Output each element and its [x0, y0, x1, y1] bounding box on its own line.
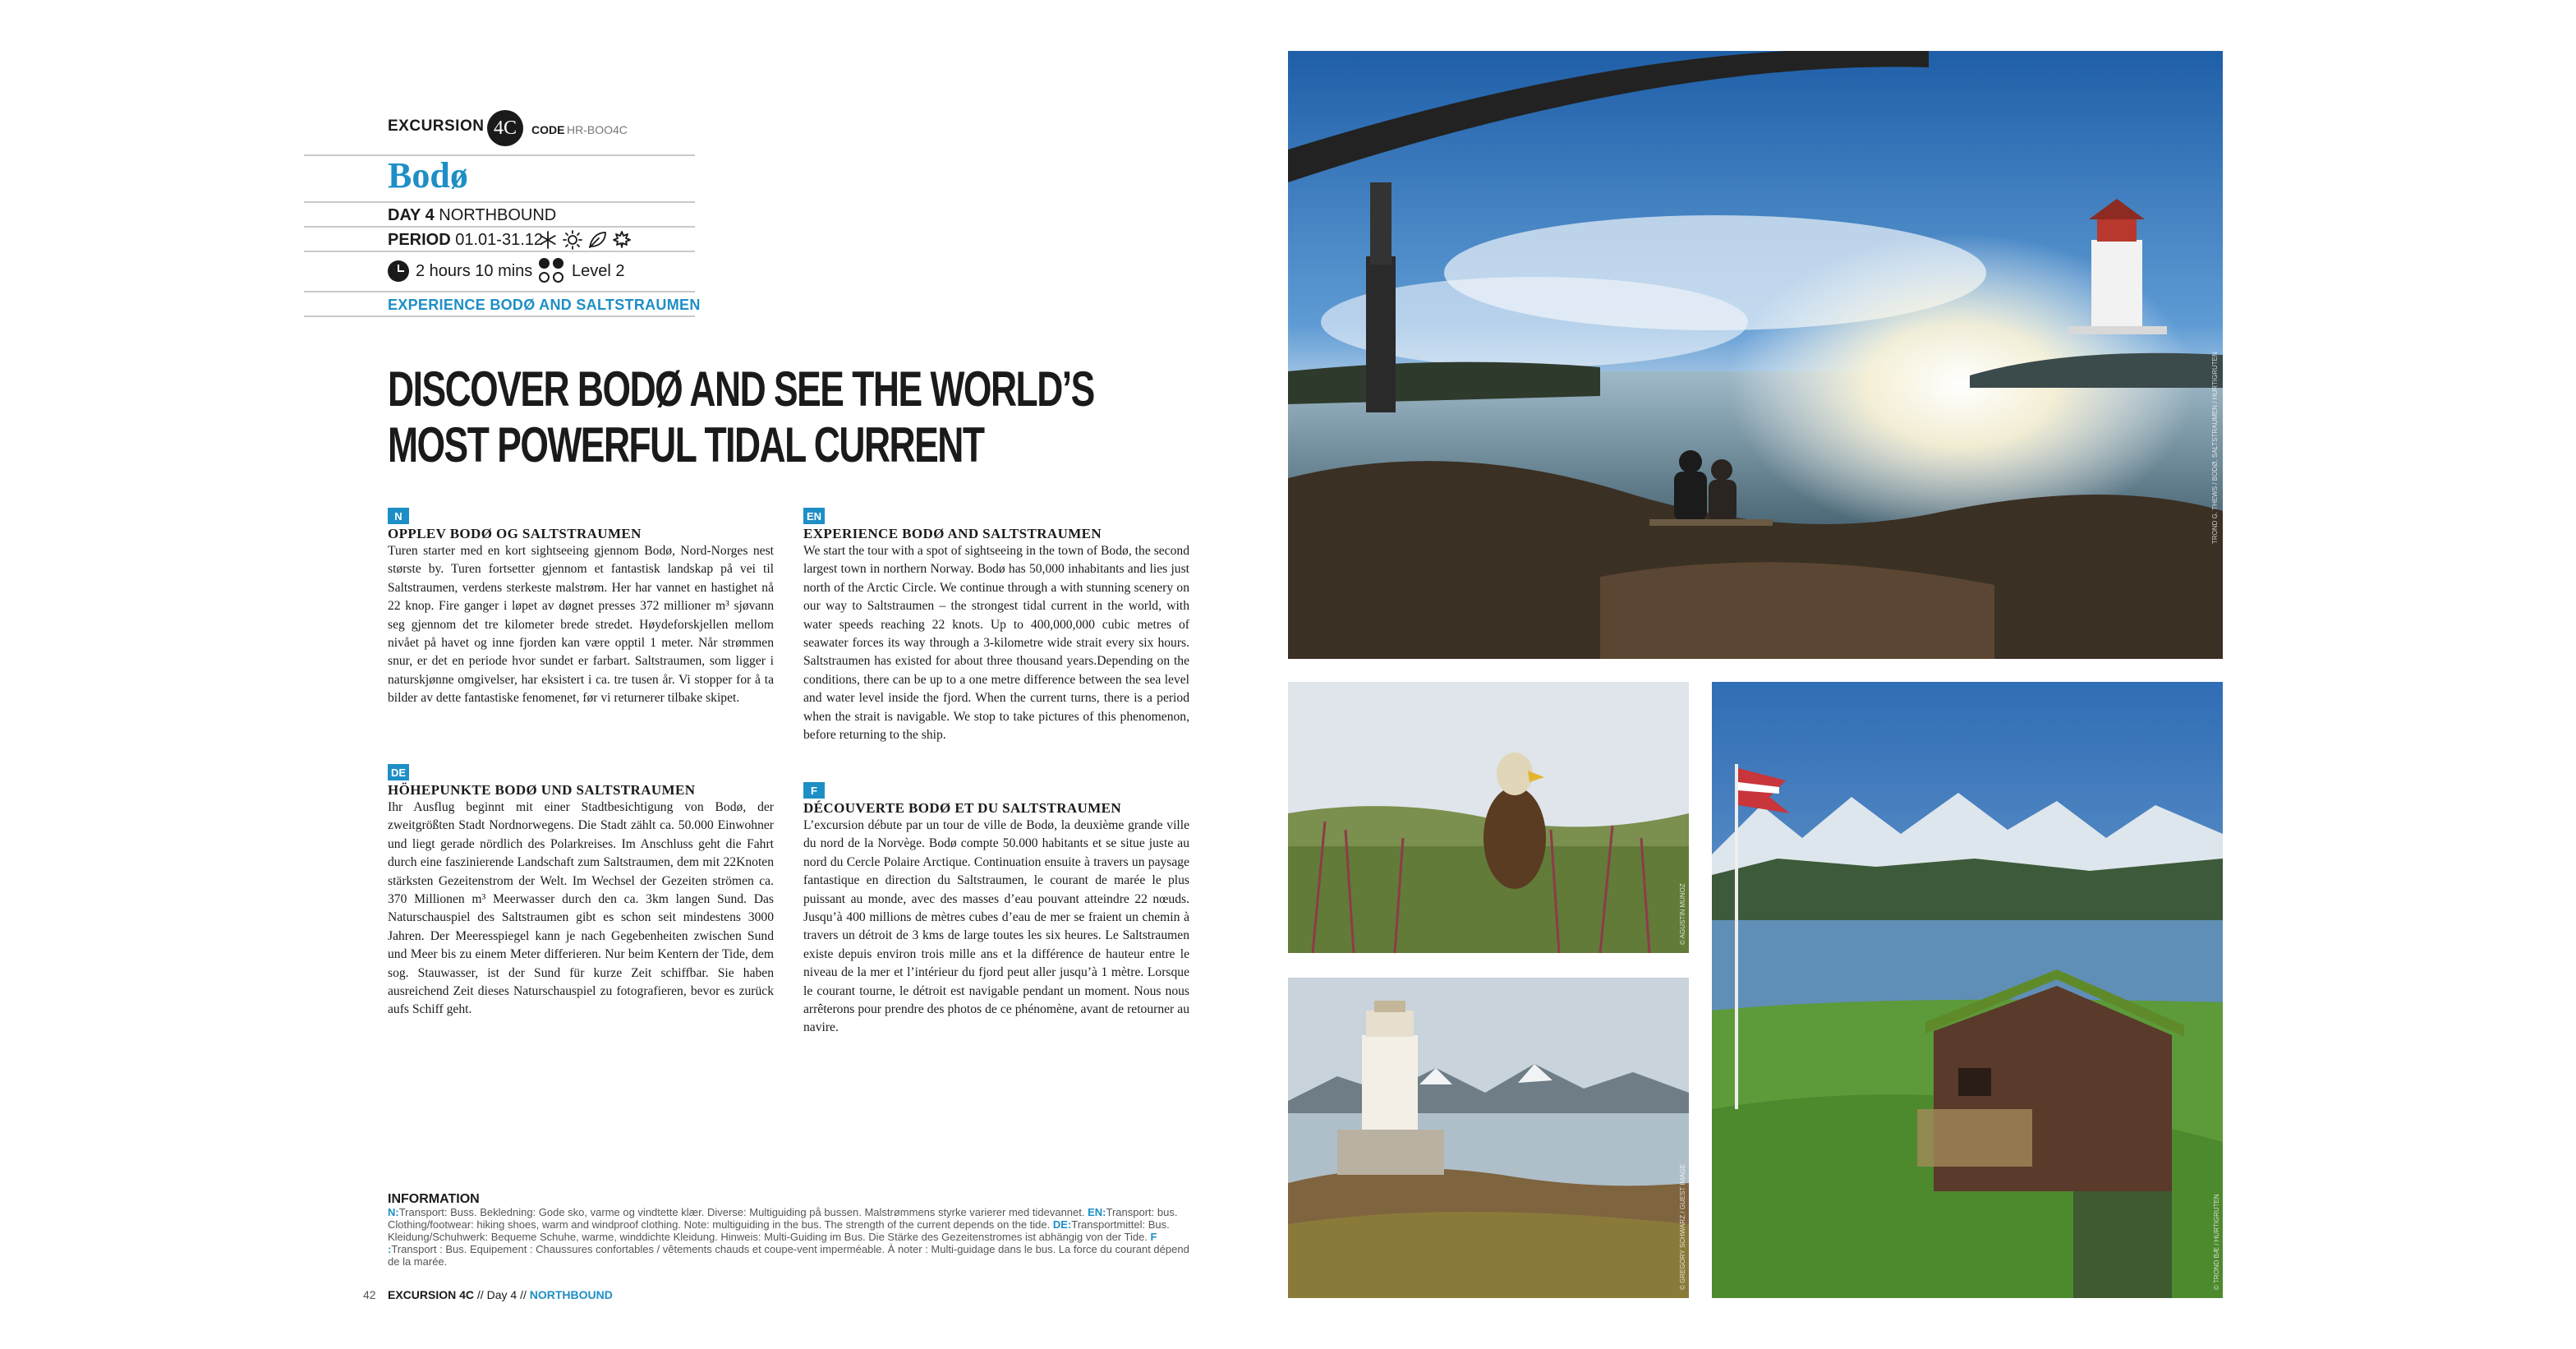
footer-excursion: EXCURSION 4C — [388, 1288, 475, 1301]
photo-saltstraumen-bridge — [1288, 51, 2223, 659]
excursion-badge: 4C — [487, 110, 523, 146]
period-row — [388, 231, 543, 250]
level: Level 2 — [572, 262, 625, 280]
header-divider — [304, 291, 695, 292]
headline — [388, 361, 1094, 473]
information-title: INFORMATION — [388, 1192, 480, 1206]
info-n-text: Transport: Buss. Bekledning: Gode sko, varme og vindtette klær. Diverse: Multiguiding på bussen. Malstrømmens styrke varierer med tidevannet. — [398, 1206, 1085, 1218]
leaf-icon — [587, 230, 607, 250]
lang-badge-en: EN — [803, 508, 825, 524]
city-title: Bodø — [388, 155, 468, 196]
section-title-no: OPPLEV BODØ OG SALTSTRAUMEN — [388, 526, 642, 541]
information-text — [388, 1206, 1193, 1268]
experience-title: EXPERIENCE BODØ AND SALTSTRAUMEN — [388, 297, 701, 313]
info-en-text: Transport: bus. Clothing/footwear: hiking shoes, warm and windproof clothing. Note: multiguiding in the bus. The strength of the current depends on the tide. — [388, 1206, 1178, 1231]
photo-credit-lighthouse: © GREGORY SCHWARZ / GUEST IMAGE — [1679, 1163, 1686, 1290]
page-number: 42 — [363, 1288, 376, 1301]
footer-day: Day 4 — [486, 1288, 518, 1301]
header-divider — [304, 154, 695, 156]
day-value: NORTHBOUND — [439, 206, 557, 224]
footer-sep: // — [476, 1288, 484, 1301]
photo-sea-eagle — [1288, 682, 1689, 953]
info-f-text: Transport : Bus. Equipement : Chaussures confortables / vêtements chauds et coupe-vent imperméable. À noter : Multi-guidage dans le bus. La force du courant dépend de la marée. — [388, 1243, 1189, 1268]
footer-sep: // — [520, 1288, 527, 1301]
code-value: HR-BOO4C — [567, 123, 628, 136]
headline-line-2: MOST POWERFUL TIDAL CURRENT — [388, 417, 984, 472]
day-label: DAY 4 — [388, 206, 435, 224]
header-divider — [304, 201, 695, 203]
code-label: CODE — [531, 123, 565, 136]
info-de-text: Transportmittel: Bus. Kleidung/Schuhwerk: Bequeme Schuhe, warme, winddichte Kleidung. Hinweis: Multi-Guiding im Bus. Die Stärke des Gezeitenstromes ist abhängig von der Tide. — [388, 1218, 1170, 1243]
section-title-de: HÖHEPUNKTE BODØ UND SALTSTRAUMEN — [388, 782, 696, 798]
section-text-en: We start the tour with a spot of sightseeing in the town of Bodø, the second largest town in northern Norway. Bodø has 50,000 inhabitants and lies just north of the Arctic Circle. We continue through a with stunning scenery on our way to Saltstraumen – the strongest tidal current in the world, with water speeds reaching 22 knots. Up to 400,000,000 cubic metres of seawater forces its way through a 3-kilometre wide strait every six hours. Saltstraumen has existed for about three thousand years.Depending on the conditions, there can be up to a one metre difference between the sea level and water level inside the fjord. When the current turns, there is a period when the strait is navigable. We stop to take pictures of this phenomenon, before returning to the ship. — [803, 544, 1189, 743]
photo-turf-roof-cabin — [1712, 682, 2223, 1298]
headline-line-1: DISCOVER BODØ AND SEE THE WORLD’S — [388, 361, 1094, 417]
footer — [388, 1288, 613, 1301]
photo-credit-eagle: © AGUSTIN MUNOZ — [1679, 883, 1686, 945]
section-text-fr: L’excursion débute par un tour de ville de Bodø, la deuxième grande ville du nord de la Norvège. Bodø compte 50.000 habitants et se situe juste au nord du Cercle Polaire Arctique. Continuation ensuite à travers un paysage fantastique en direction du Saltstraumen, le courant de marée le plus puissant au monde, avec des masses d’eau pouvant atteindre 22 nœuds. Jusqu’à 400 millions de mètres cubes d’eau de mer se fraient un chemin à travers un détroit de 3 kms de large toutes les six heures. Le Saltstraumen existe depuis environ trois mille ans et la différence de hauteur entre le niveau de la mer et l’intérieur du fjord peut aller jusqu’à 1 mètre. Lorsque le courant tourne, le détroit est navigable pendant un moment. Nous nous arrêterons pour prendre des photos de ce phénomène, avant de retourner au navire. — [803, 818, 1189, 1035]
header-divider — [304, 251, 695, 252]
info-f-label: F : — [388, 1231, 1157, 1255]
period-label: PERIOD — [388, 231, 451, 249]
snowflake-icon — [538, 230, 558, 250]
section-text-de: Ihr Ausflug beginnt mit einer Stadtbesichtigung von Bodø, der zweitgrößten Stadt Nordnorwegens. Die Stadt zählt ca. 50.000 Einwohner und liegt gerade nördlich des Polarkreises. Im Anschluss geht die Fahrt durch eine faszinierende Landschaft zum Saltstraumen, dem mit 22Knoten stärksten Gezeitenstrom der Welt. Im Wechsel der Gezeiten strömen ca. 370 Millionen m³ Meerwasser durch den ca. 3km langen Sund. Das Naturschauspiel des Saltstraumen gibt es schon seit mindestens 3000 Jahren. Der Meeresspiegel kann je nach Gegebenheiten zwischen Sund und Meer bis zu einem Meter differieren. Nur beim Kentern der Tide, dem sog. Stauwasser, ist der Sund für kurze Zeit schiffbar. Sie haben ausreichend Zeit dieses Naturschauspiel zu fotografieren, bevor es zurück aufs Schiff geht. — [388, 800, 774, 1017]
footer-direction: NORTHBOUND — [529, 1288, 613, 1301]
section-title-fr: DÉCOUVERTE BODØ ET DU SALTSTRAUMEN — [803, 800, 1122, 816]
level-icon — [539, 258, 565, 284]
clock-icon — [388, 260, 409, 282]
duration: 2 hours 10 mins — [416, 262, 533, 280]
section-title-en: EXPERIENCE BODØ AND SALTSTRAUMEN — [803, 526, 1102, 541]
header-divider — [304, 226, 695, 228]
info-de-label: DE: — [1052, 1218, 1072, 1231]
photo-credit-cabin: © TROND BÆ / HURTIGRUTEN — [2213, 1194, 2220, 1290]
maple-leaf-icon — [612, 230, 632, 250]
info-en-label: EN: — [1088, 1206, 1106, 1218]
lang-badge-n: N — [388, 508, 409, 524]
info-n-label: N: — [388, 1206, 399, 1218]
section-text-no: Turen starter med en kort sightseeing gjennom Bodø, Nord-Norges nest største by. Turen fortsetter gjennom et fantastisk landskap på vei til Saltstraumen, verdens sterkeste malstrøm. Her har vannet en hastighet nå 22 knop. Fire ganger i løpet av døgnet presses 372 millioner m³ sjøvann seg gjennom det tre kilometer brede stredet. Høydeforskjellen mellom nivået på havet og inne fjorden kan være opptil 1 meter. Når strømmen snur, er det en periode hvor sundet er farbart. Saltstraumen, som ligger i naturskjønne omgivelser, har eksistert i ca. tre tusen år. Vi stopper for å ta bilder av dette fantastiske fenomenet, før vi returnerer tilbake skipet. — [388, 544, 774, 706]
lang-badge-de: DE — [388, 764, 409, 780]
sun-icon — [563, 230, 582, 250]
header-divider — [304, 315, 695, 317]
day-row — [388, 206, 556, 225]
excursion-label: EXCURSION — [388, 117, 485, 135]
photo-credit-main: TROND G. THEWS / BODØ, SALTSTRAUMEN / HURTIGRUTEN — [2211, 352, 2219, 544]
photo-lighthouse — [1288, 978, 1689, 1298]
period-value: 01.01-31.12 — [455, 231, 544, 249]
lang-badge-f: F — [803, 782, 825, 799]
